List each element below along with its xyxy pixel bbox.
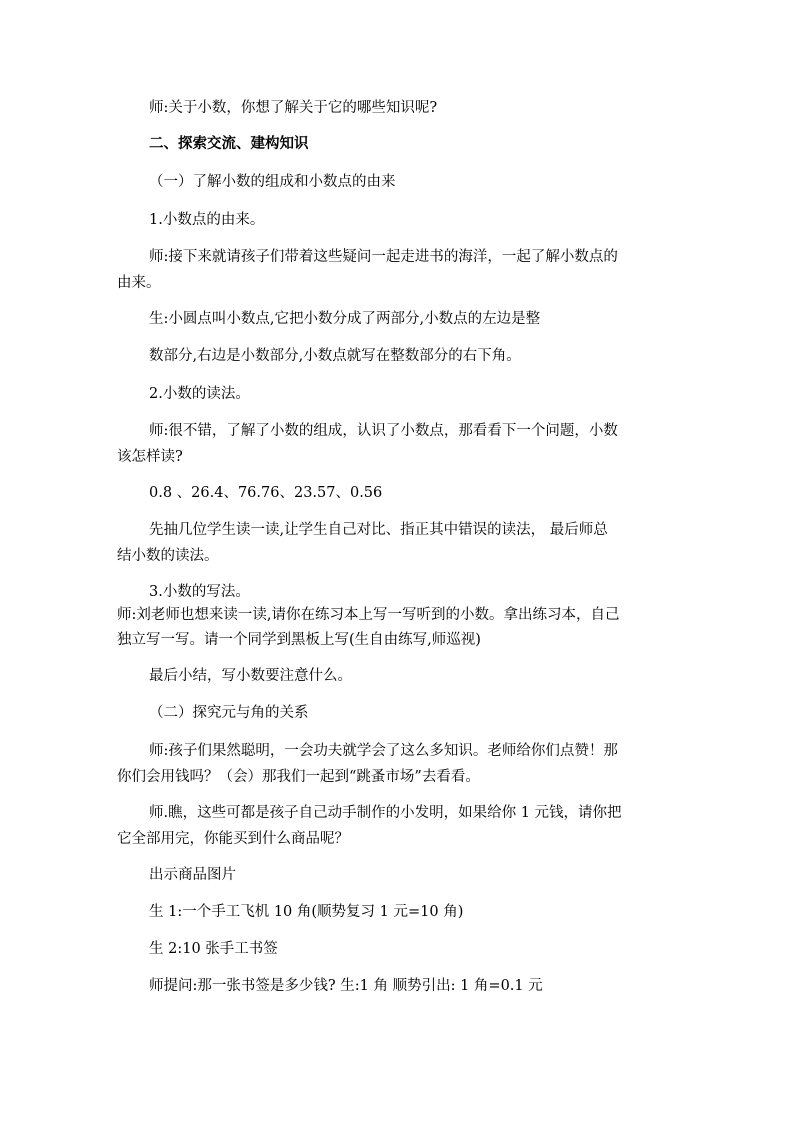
subsection-heading-1: （一）了解小数的组成和小数点的由来 xyxy=(149,174,396,190)
paragraph-line: 师:孩子们果然聪明，一会功夫就学会了这么多知识。老师给你们点赞！那 xyxy=(149,743,618,759)
paragraph-line: 生 2:10 张手工书签 xyxy=(149,941,278,957)
item-heading-reading: 2.小数的读法。 xyxy=(149,386,250,402)
paragraph-line: 结小数的读法。 xyxy=(117,548,219,564)
subsection-heading-2: （二）探究元与角的关系 xyxy=(149,705,309,721)
item-heading-decimal-point-origin: 1.小数点的由来。 xyxy=(149,212,265,228)
item-heading-writing: 3.小数的写法。 xyxy=(149,584,250,600)
paragraph-line: 生:小圆点叫小数点,它把小数分成了两部分,小数点的左边是整 xyxy=(149,311,541,327)
paragraph-line: 师.瞧，这些可都是孩子自己动手制作的小发明，如果给你 1 元钱，请你把 xyxy=(149,805,622,821)
paragraph-line: 师:很不错，了解了小数的组成，认识了小数点，那看看下一个问题，小数 xyxy=(149,423,618,439)
paragraph-line: 师:刘老师也想来读一读,请你在练习本上写一写听到的小数。拿出练习本，自己 xyxy=(117,607,620,623)
decimal-examples: 0.8 、26.4、76.76、23.57、0.56 xyxy=(149,485,383,501)
paragraph-line: 先抽几位学生读一读,让学生自己对比、指正其中错误的读法， 最后师总 xyxy=(149,522,608,538)
paragraph-line: 由来。 xyxy=(117,275,161,291)
section-heading-2: 二、探索交流、建构知识 xyxy=(149,135,309,152)
paragraph-line: 独立写一写。请一个同学到黑板上写(生自由练写,师巡视) xyxy=(117,632,481,648)
paragraph-line: 该怎样读? xyxy=(117,449,183,465)
paragraph-line: 最后小结，写小数要注意什么。 xyxy=(149,668,352,684)
paragraph-line: 师:接下来就请孩子们带着这些疑问一起走进书的海洋，一起了解小数点的 xyxy=(149,249,618,265)
paragraph-line: 它全部用完，你能买到什么商品呢？ xyxy=(117,831,349,847)
paragraph-line: 你们会用钱吗？（会）那我们一起到“跳蚤市场”去看看。 xyxy=(117,769,480,785)
paragraph-line: 师提问:那一张书签是多少钱? 生:1 角 顺势引出: 1 角=0.1 元 xyxy=(149,978,543,994)
paragraph-teacher-question: 师:关于小数，你想了解关于它的哪些知识呢? xyxy=(149,100,438,116)
paragraph-line: 数部分,右边是小数部分,小数点就写在整数部分的右下角。 xyxy=(149,348,521,364)
paragraph-line: 生 1:一个手工飞机 10 角(顺势复习 1 元=10 角) xyxy=(149,904,464,920)
paragraph-line: 出示商品图片 xyxy=(149,867,236,883)
